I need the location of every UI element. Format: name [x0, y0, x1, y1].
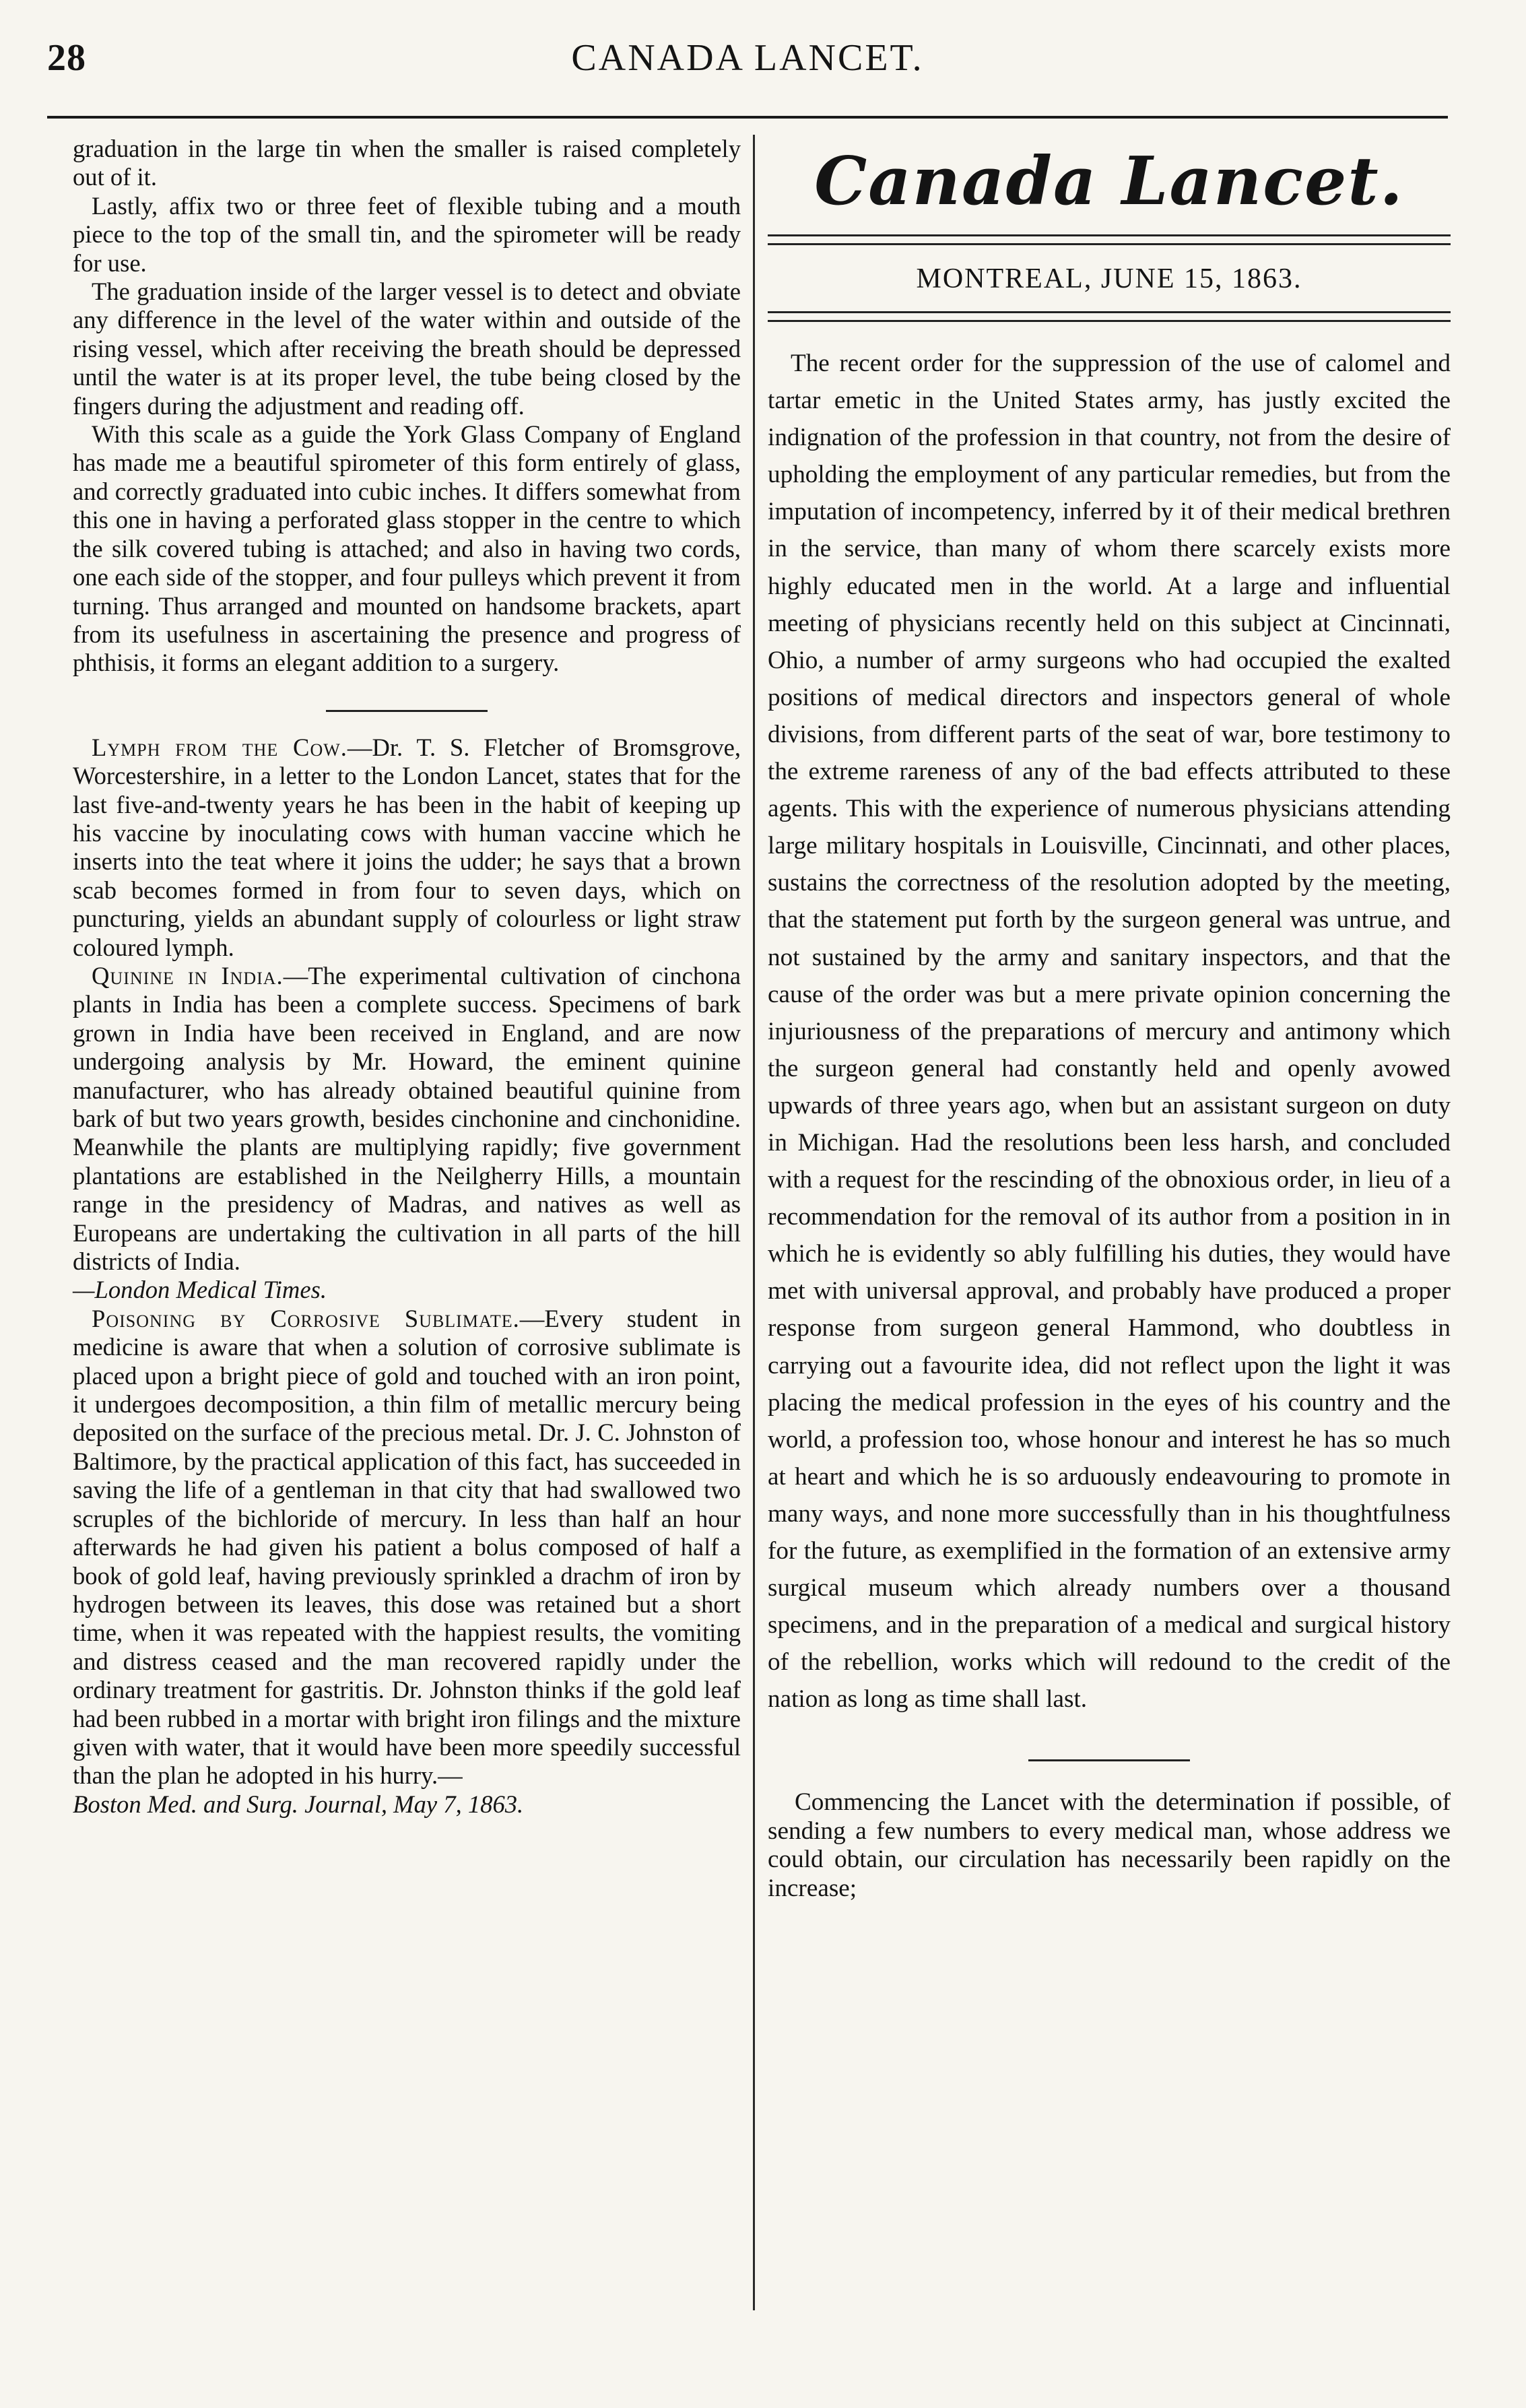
header-rule — [47, 116, 1448, 119]
quinine-text: —The experimental cultivation of cinchona plants in India has been a complete success. Specimens of bark grown in India have been received in England, and are now undergoing analysis by Mr. Howard, the eminent quinine manufacturer, who has already obtained beautiful quinine from bark of but two years growth, besides cinchonine and cinchonidine. Meanwhile the plants are multiplying rapidly; five government plantations are established in the Neilgherry Hills, a mountain range in the presidency of Madras, and natives as well as Europeans are undertaking the cultivation in all parts of the hill districts of India. — [73, 961, 741, 1276]
masthead: Canada Lancet. — [814, 143, 1404, 220]
quinine-heading: Quinine in India. — [92, 961, 284, 989]
journal-running-title: CANADA LANCET. — [571, 37, 924, 79]
editorial — [768, 345, 1451, 1718]
poisoning-source: Boston Med. and Surg. Journal, May 7, 1863. — [73, 1790, 524, 1818]
spirometer-paragraph-4: With this scale as a guide the York Glass Company of England has made me a beautiful spirometer of this form entirely of glass, and correctly graduated into cubic inches. It differs somewhat from this one in having a perforated glass stopper in the centre to which the silk covered tubing is attached; and also in having two cords, one each side of the stopper, and four pulleys which prevent it from turning. Thus arranged and mounted on handsome brackets, apart from its usefulness in ascertaining the presence and progress of phthisis, it forms an elegant addition to a surgery. — [73, 420, 741, 677]
poisoning-heading: Poisoning by Corrosive Sublimate. — [92, 1304, 520, 1332]
right-column — [768, 135, 1451, 1903]
left-column — [73, 135, 741, 1819]
editorial-paragraph: The recent order for the suppression of the use of calomel and tartar emetic in the United States army, has justly excited the indignation of the profession in that country, not from the desire of upholding the employment of any particular remedies, but from the imputation of incompetency, inferred by it of their medical brethren in the service, than many of whom there scarcely exists more highly educated men in the world. At a large and influential meeting of physicians recently held on this subject at Cincinnati, Ohio, a number of army surgeons who had occupied the exalted positions of medical directors and inspectors general of whole divisions, from different parts of the seat of war, bore testimony to the extreme rareness of any of the bad effects attributed to these agents. This with the experience of numerous physicians attending large military hospitals in Louisville, Cincinnati, and other places, sustains the correctness of the resolution adopted by the meeting, that the statement put forth by the surgeon general was untrue, and not sustained by the army and sanitary inspectors, and that the cause of the order was but a mere private opinion concerning the injuriousness of the preparations of mercury and antimony which the surgeon general had constantly held and openly avowed upwards of three years ago, when but an assistant surgeon on duty in Michigan. Had the resolutions been less harsh, and concluded with a request for the rescinding of the obnoxious order, in lieu of a recommendation for the removal of its author from a position in in which he is evidently so ably fulfilling his duties, they would have met with universal approval, and probably have produced a proper response from surgeon general Hammond, who doubtless in carrying out a favourite idea, did not reflect upon the light it was placing the medical profession in the eyes of his country and the world, a profession too, whose honour and interest he has so much at heart and which he is so arduously endeavouring to promote in many ways, and none more successfully than in his thoughtfulness for the future, as exemplified in the formation of an extensive army surgical museum which already numbers over a thousand specimens, and in the preparation of a medical and surgical history of the rebellion, works which will redound to the credit of the nation as long as time shall last. — [768, 350, 1451, 1714]
spirometer-paragraph-1: graduation in the large tin when the smaller is raised completely out of it. — [73, 135, 741, 191]
masthead-rule — [768, 234, 1451, 245]
page-number: 28 — [47, 37, 86, 79]
poisoning-text: —Every student in medicine is aware that when a solution of corrosive sublimate is placed upon a bright piece of gold and touched with an iron point, it undergoes decomposition, a thin film of metallic mercury being deposited on the surface of the precious metal. Dr. J. C. Johnston of Baltimore, by the practical application of this fact, has succeeded in saving the life of a gentleman in that city that had swallowed two scruples of the bichloride of mercury. In less than half an hour afterwards he had given his patient a bolus composed of half a book of gold leaf, having previously sprinkled a drachm of iron by hydrogen between its leaves, this dose was retained but a short time, when it was repeated with the happiest results, the vomiting and distress ceased and the man recovered rapidly under the ordinary treatment for gastritis. Dr. Johnston thinks if the gold leaf had been rubbed in a mortar with bright iron filings and the mixture given with water, that it would have been more speedily successful than the plan he adopted in his hurry.— — [73, 1304, 741, 1790]
quinine-source: —London Medical Times. — [73, 1276, 327, 1304]
dateline-rule — [768, 311, 1451, 322]
poisoning-article — [73, 1305, 741, 1819]
lymph-text: —Dr. T. S. Fletcher of Bromsgrove, Worcestershire, in a letter to the London Lancet, states that for the last five-and-twenty years he has been in the habit of keeping up his vaccine by inoculating cows with human vaccine which he inserts into the teat where it joins the udder; he says that a brown scab becomes formed in from four to seven days, which on puncturing, yields an abundant supply of colourless or light straw coloured lymph. — [73, 733, 741, 961]
section-divider — [326, 710, 488, 712]
lymph-heading: Lymph from the Cow. — [92, 733, 347, 761]
column-divider — [753, 135, 755, 2310]
dateline: MONTREAL, JUNE 15, 1863. — [916, 263, 1302, 294]
spirometer-paragraph-3: The graduation inside of the larger vessel is to detect and obviate any difference in the level of the water within and outside of the rising vessel, which after receiving the breath should be depressed until the water is at its proper level, the tube being closed by the fingers during the adjustment and reading off. — [73, 278, 741, 420]
continuation-paragraph: Commencing the Lancet with the determination if possible, of sending a few numbers to every medical man, whose address we could obtain, our circulation has necessarily been rapidly on the increase; — [768, 1788, 1451, 1902]
spirometer-paragraph-2: Lastly, affix two or three feet of flexible tubing and a mouth piece to the top of the small tin, and the spirometer will be ready for use. — [73, 191, 741, 277]
lymph-article — [73, 734, 741, 962]
editorial-divider — [1028, 1759, 1190, 1761]
running-head — [47, 36, 1448, 90]
continuation-article — [768, 1788, 1451, 1903]
quinine-article — [73, 962, 741, 1305]
